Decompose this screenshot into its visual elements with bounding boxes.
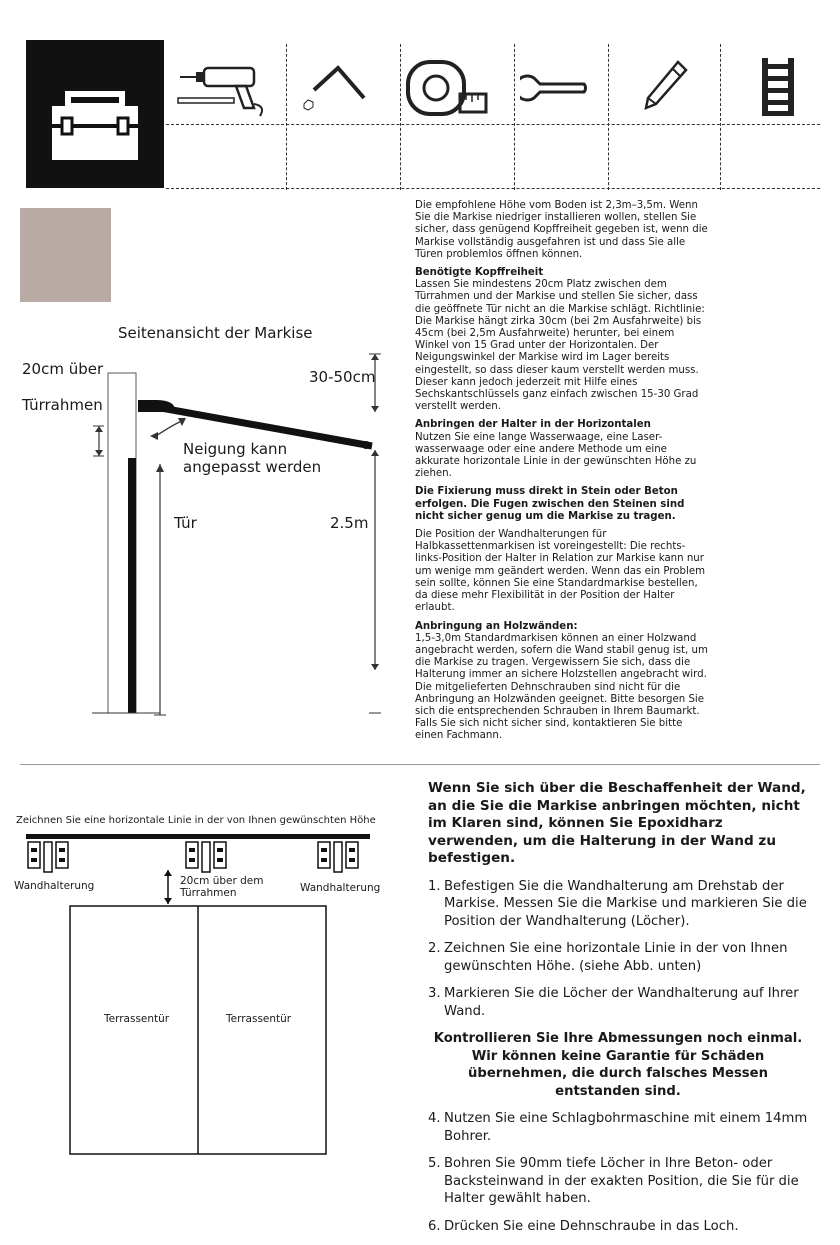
tape-measure-icon xyxy=(404,58,494,122)
pencil-icon xyxy=(640,58,690,122)
info-heading-wood: Anbringung an Holzwänden: xyxy=(415,620,578,632)
info-heading-horizontal: Anbringen der Halter in der Horizontalen xyxy=(415,419,651,431)
info-heading-headroom: Benötigte Kopffreiheit xyxy=(415,267,544,279)
gap-label xyxy=(180,875,264,899)
label-above-door-1: 20cm über xyxy=(22,360,104,378)
step-4: 4. Nutzen Sie eine Schlagbohrmaschine mit einem 14mm Bohrer. xyxy=(428,1111,808,1144)
step-5: 5. Bohren Sie 90mm tiefe Löcher in Ihre Beton- oder Backsteinwand in der exakten Position, die Sie für die Halter gewählt haben. xyxy=(428,1156,799,1206)
ladder-icon xyxy=(758,58,802,122)
label-drop: 30-50cm xyxy=(309,368,376,386)
info-intro: Die empfohlene Höhe vom Boden ist 2,3m–3,5m. Wenn Sie die Markise niedriger installieren wollen, stellen Sie sicher, dass genügend Kopffreiheit gegeben ist, wenn die Markise vollständig ausgefahren ist und dass Sie alle Türen problemlos öffnen können. xyxy=(415,200,708,260)
gap-label-2: Türrahmen xyxy=(180,887,237,899)
step-1: 1. Befestigen Sie die Wandhalterung am Drehstab der Markise. Messen Sie die Markise und markieren Sie die Position der Wandhalterung (Löcher). xyxy=(428,878,807,929)
info-text xyxy=(415,200,711,749)
drill-icon xyxy=(176,58,276,122)
front-view-title: Zeichnen Sie eine horizontale Linie in der von Ihnen gewünschten Höhe xyxy=(16,815,376,826)
toolbox-icon xyxy=(26,40,164,188)
steps-lead: Wenn Sie sich über die Beschaffenheit der Wand, an die Sie die Markise anbringen möchten, nicht im Klaren sind, können Sie Epoxidharz verwenden, um die Halterung in der Wand zu befestigen. xyxy=(428,780,806,866)
installation-steps xyxy=(428,780,808,1245)
hex-key-icon xyxy=(300,58,380,122)
door-label-left: Terrassentür xyxy=(104,1013,170,1025)
bracket-label-left: Wandhalterung xyxy=(14,880,95,892)
info-body-position: Die Position der Wandhalterungen für Halbkassettenmarkisen ist voreingestellt: Die rechts-links-Position der Halter in Relation zur Markise kann nur um wenige mm geändert werden. Wenn das ein Problem sein sollte, können Sie eine Standardmarkise bestellen, da diese mehr Flexibilität in der Position der Halter erlaubt. xyxy=(415,529,706,614)
info-body-horizontal: Nutzen Sie eine lange Wasserwaage, eine Laser-wasserwaage oder eine andere Methode um eine akkurate horizontale Linie in der gewünschten Höhe zu ziehen. xyxy=(415,431,697,480)
side-view-title: Seitenansicht der Markise xyxy=(118,324,313,342)
label-tilt-2: angepasst werden xyxy=(183,458,322,476)
wrench-icon xyxy=(520,58,600,122)
section-divider xyxy=(20,764,820,765)
step-2: 2. Zeichnen Sie eine horizontale Linie in der von Ihnen gewünschten Höhe. (siehe Abb. unten) xyxy=(428,941,788,974)
color-swatch xyxy=(20,208,111,302)
door-label-right: Terrassentür xyxy=(226,1013,292,1025)
info-bold-note: Die Fixierung muss direkt in Stein oder Beton erfolgen. Die Fugen zwischen den Steinen sind nicht sicher genug um die Markise zu tragen. xyxy=(415,486,685,522)
label-tilt-1: Neigung kann xyxy=(183,440,288,458)
info-body-wood: 1,5-3,0m Standardmarkisen können an einer Holzwand angebracht werden, sofern die Wand stabil genug ist, um die Markise zu tragen. Vergewissern Sie sich, dass die Halterung immer an sichere Holzstellen angebracht wird. Die mitgelieferten Dehnschrauben sind nicht für die Anbringung an Holzwänden geeignet. Bitte besorgen Sie sich die entsprechenden Schrauben in Ihrem Baumarkt. Falls Sie sich nicht sicher sind, kontaktieren Sie bitte einen Fachmann. xyxy=(415,632,708,742)
step-3: 3. Markieren Sie die Löcher der Wandhalterung auf Ihrer Wand. xyxy=(428,986,799,1019)
measure-warning: Kontrollieren Sie Ihre Abmessungen noch einmal. Wir können keine Garantie für Schäden übernehmen, die durch falsches Messen entstanden sind. xyxy=(433,1031,803,1099)
label-door: Tür xyxy=(174,514,197,532)
label-above-door-2: Türrahmen xyxy=(22,396,103,414)
info-body-headroom: Lassen Sie mindestens 20cm Platz zwischen dem Türrahmen und der Markise und stellen Sie sicher, dass die geöffnete Tür nicht an die Markise schlägt. Richtlinie: Die Markise hängt zirka 30cm (bei 2m Ausfahrweite) bis 45cm (bei 2,5m Ausfahrweite) herunter, bei einem Winkel von 15 Grad unter der Horizontalen. Der Neigungswinkel der Markise wird im Lager bereits eingestellt, so dass dieser kaum verstellt werden muss. Dieser kann jedoch jederzeit mit Hilfe eines Sechskantschlüssels ganz einfach zwischen 15-30 Grad verstellt werden. xyxy=(415,279,705,413)
bracket-label-right: Wandhalterung xyxy=(300,882,381,894)
step-6: 6. Drücken Sie eine Dehnschraube in das Loch. xyxy=(428,1218,739,1234)
gap-label-1: 20cm über dem xyxy=(180,875,264,887)
label-height: 2.5m xyxy=(330,514,369,532)
